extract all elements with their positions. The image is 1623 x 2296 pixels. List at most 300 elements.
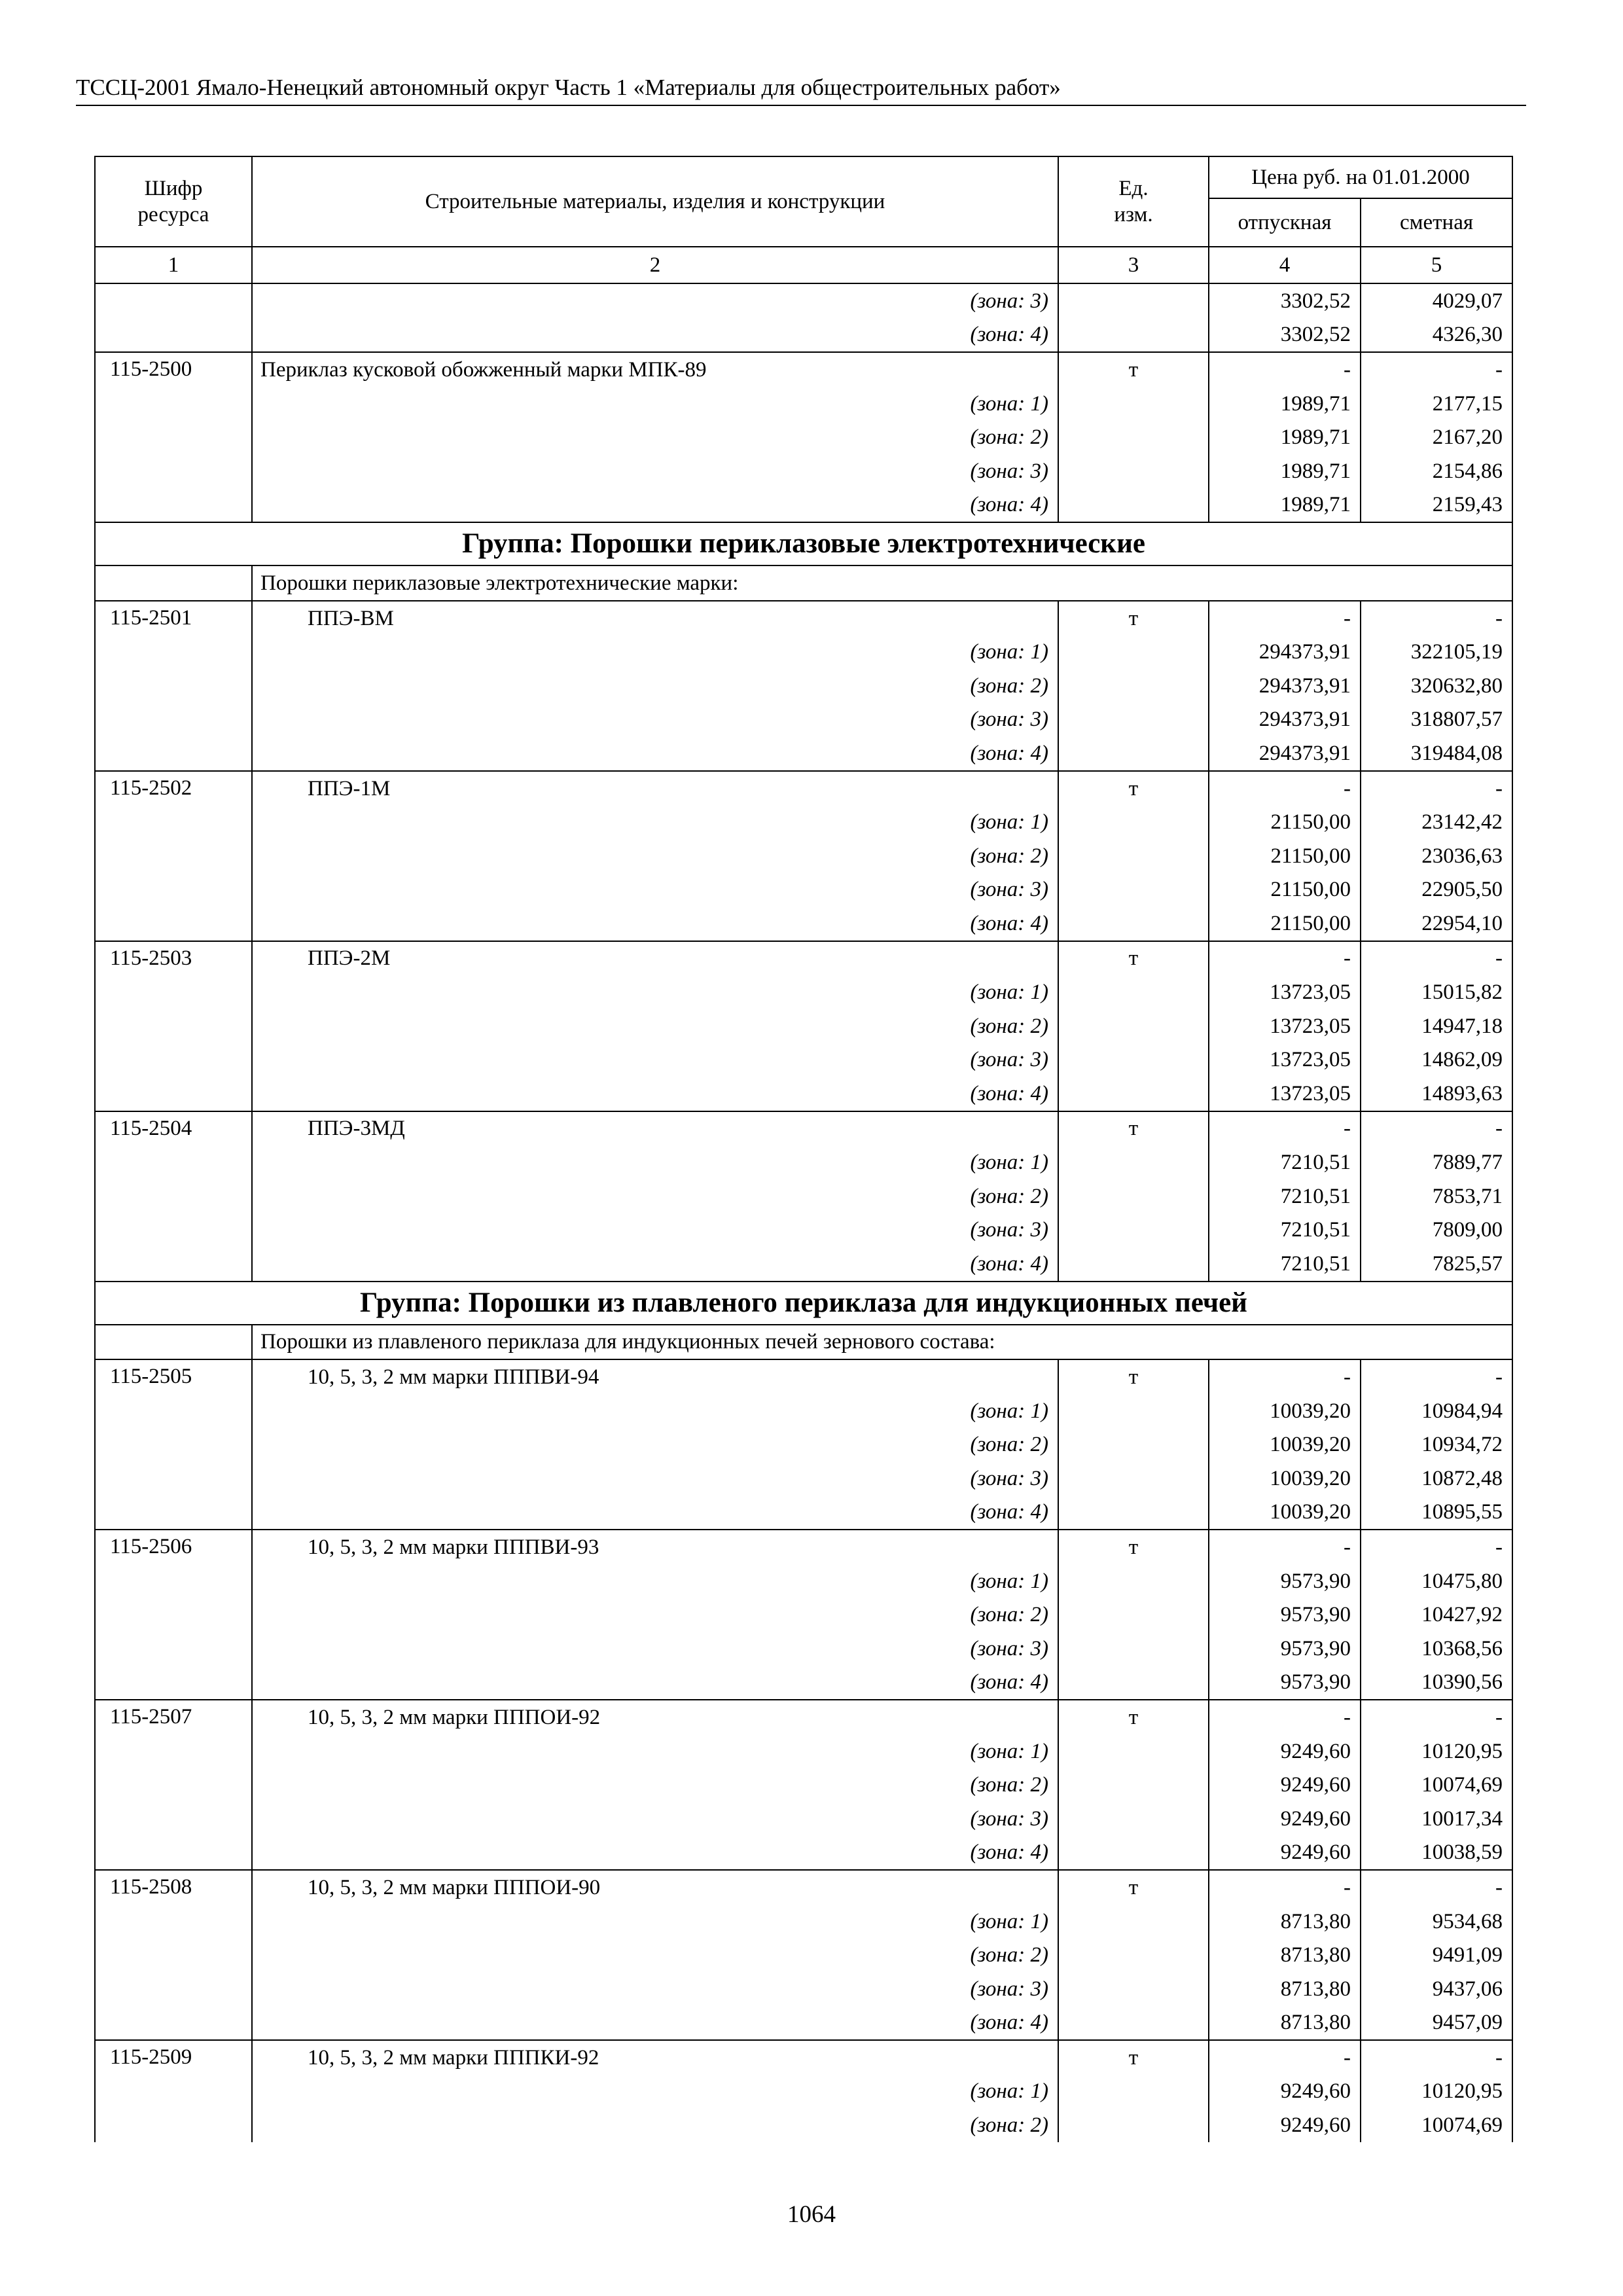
item-row (95, 352, 1512, 387)
zone-label: (зона: 1) (252, 975, 1058, 1009)
unit-cell: т (1058, 1530, 1209, 1564)
resource-code-cell (95, 703, 252, 737)
release-price: - (1209, 2040, 1361, 2075)
release-price: 21150,00 (1209, 906, 1361, 941)
release-price: 8713,80 (1209, 1972, 1361, 2006)
estimate-price: 14862,09 (1361, 1043, 1512, 1077)
unit-cell (1058, 1564, 1209, 1598)
estimate-price: 10038,59 (1361, 1836, 1512, 1871)
resource-code-cell (95, 2075, 252, 2109)
col-header-release: отпускная (1209, 198, 1361, 247)
zone-row (95, 420, 1512, 454)
zone-row (95, 805, 1512, 839)
release-price: 9249,60 (1209, 1734, 1361, 1768)
estimate-price: 2167,20 (1361, 420, 1512, 454)
estimate-price: 23036,63 (1361, 839, 1512, 873)
estimate-price: 22954,10 (1361, 906, 1512, 941)
zone-row (95, 387, 1512, 421)
unit-cell (1058, 1077, 1209, 1111)
zone-row (95, 283, 1512, 318)
estimate-price: - (1361, 941, 1512, 976)
resource-code: 115-2503 (95, 941, 252, 976)
release-price: 3302,52 (1209, 283, 1361, 318)
unit-cell (1058, 420, 1209, 454)
zone-row (95, 1496, 1512, 1530)
resource-code-cell (95, 635, 252, 669)
unit-cell (1058, 1427, 1209, 1462)
zone-label: (зона: 4) (252, 1496, 1058, 1530)
zone-row (95, 1427, 1512, 1462)
estimate-price: 14947,18 (1361, 1009, 1512, 1043)
estimate-price: 22905,50 (1361, 873, 1512, 907)
estimate-price: 10872,48 (1361, 1462, 1512, 1496)
resource-code-cell (95, 1325, 252, 1360)
estimate-price: 10074,69 (1361, 1768, 1512, 1802)
resource-code: 115-2506 (95, 1530, 252, 1564)
zone-label: (зона: 4) (252, 906, 1058, 941)
resource-code-cell (95, 1179, 252, 1213)
col-header-price-group: Цена руб. на 01.01.2000 (1209, 156, 1512, 198)
zone-label: (зона: 2) (252, 1179, 1058, 1213)
estimate-price: 10017,34 (1361, 1802, 1512, 1836)
unit-cell (1058, 1632, 1209, 1666)
estimate-price: 4326,30 (1361, 318, 1512, 353)
release-price: - (1209, 1530, 1361, 1564)
zone-label: (зона: 4) (252, 1247, 1058, 1282)
subtitle-text: Порошки из плавленого периклаза для индукционных печей зернового состава: (252, 1325, 1512, 1360)
estimate-price: - (1361, 771, 1512, 806)
estimate-price: 322105,19 (1361, 635, 1512, 669)
resource-code: 115-2507 (95, 1700, 252, 1734)
unit-cell (1058, 2006, 1209, 2041)
zone-label: (зона: 1) (252, 1145, 1058, 1179)
item-row (95, 2040, 1512, 2075)
unit-cell (1058, 1213, 1209, 1247)
release-price: 9573,90 (1209, 1632, 1361, 1666)
unit-cell (1058, 839, 1209, 873)
col-header-name: Строительные материалы, изделия и конструкции (252, 156, 1058, 247)
release-price: 10039,20 (1209, 1427, 1361, 1462)
unit-cell (1058, 1009, 1209, 1043)
release-price: 7210,51 (1209, 1145, 1361, 1179)
release-price: 9573,90 (1209, 1598, 1361, 1632)
zone-label: (зона: 1) (252, 1905, 1058, 1939)
estimate-price: 9491,09 (1361, 1938, 1512, 1972)
estimate-price: 320632,80 (1361, 669, 1512, 703)
estimate-price: 10368,56 (1361, 1632, 1512, 1666)
zone-row (95, 1009, 1512, 1043)
resource-code: 115-2501 (95, 601, 252, 636)
resource-code-cell (95, 736, 252, 771)
resource-code-cell (95, 1564, 252, 1598)
resource-code-cell (95, 1009, 252, 1043)
zone-row (95, 1632, 1512, 1666)
zone-row (95, 669, 1512, 703)
release-price: 8713,80 (1209, 2006, 1361, 2041)
group-row (95, 522, 1512, 565)
material-name: ППЭ-3МД (252, 1111, 1058, 1146)
estimate-price: 23142,42 (1361, 805, 1512, 839)
release-price: 13723,05 (1209, 975, 1361, 1009)
resource-code-cell (95, 1734, 252, 1768)
release-price: 7210,51 (1209, 1213, 1361, 1247)
unit-cell (1058, 2075, 1209, 2109)
resource-code-cell (95, 1938, 252, 1972)
release-price: 9249,60 (1209, 1836, 1361, 1871)
zone-row (95, 1768, 1512, 1802)
release-price: 21150,00 (1209, 839, 1361, 873)
material-name: 10, 5, 3, 2 мм марки ПППОИ-92 (252, 1700, 1058, 1734)
material-name: 10, 5, 3, 2 мм марки ПППКИ-92 (252, 2040, 1058, 2075)
release-price: 10039,20 (1209, 1462, 1361, 1496)
unit-cell (1058, 488, 1209, 523)
resource-code: 115-2505 (95, 1359, 252, 1394)
estimate-price: - (1361, 1359, 1512, 1394)
item-row (95, 1530, 1512, 1564)
zone-label: (зона: 1) (252, 2075, 1058, 2109)
estimate-price: 9457,09 (1361, 2006, 1512, 2041)
zone-label: (зона: 3) (252, 703, 1058, 737)
estimate-price: 318807,57 (1361, 703, 1512, 737)
zone-label: (зона: 4) (252, 736, 1058, 771)
estimate-price: 10120,95 (1361, 2075, 1512, 2109)
zone-row (95, 1077, 1512, 1111)
release-price: 294373,91 (1209, 669, 1361, 703)
estimate-price: 7825,57 (1361, 1247, 1512, 1282)
unit-cell: т (1058, 1359, 1209, 1394)
unit-cell (1058, 1043, 1209, 1077)
col-header-code: Шифр ресурса (95, 156, 252, 247)
release-price: 21150,00 (1209, 873, 1361, 907)
resource-code-cell (95, 1802, 252, 1836)
unit-cell: т (1058, 1870, 1209, 1905)
estimate-price: 319484,08 (1361, 736, 1512, 771)
zone-label: (зона: 2) (252, 1009, 1058, 1043)
estimate-price: 4029,07 (1361, 283, 1512, 318)
release-price: 9573,90 (1209, 1666, 1361, 1700)
zone-row (95, 488, 1512, 523)
resource-code-cell (95, 1427, 252, 1462)
item-row (95, 941, 1512, 976)
material-name: 10, 5, 3, 2 мм марки ПППВИ-94 (252, 1359, 1058, 1394)
zone-label: (зона: 4) (252, 1077, 1058, 1111)
unit-cell (1058, 1598, 1209, 1632)
material-name: ППЭ-1М (252, 771, 1058, 806)
unit-cell (1058, 2108, 1209, 2142)
release-price: 13723,05 (1209, 1043, 1361, 1077)
subtitle-row (95, 1325, 1512, 1360)
zone-label: (зона: 1) (252, 1394, 1058, 1428)
unit-cell (1058, 1394, 1209, 1428)
resource-code-cell (95, 2006, 252, 2041)
release-price: 21150,00 (1209, 805, 1361, 839)
zone-label: (зона: 3) (252, 1462, 1058, 1496)
unit-cell (1058, 1666, 1209, 1700)
zone-label: (зона: 3) (252, 1043, 1058, 1077)
material-name: 10, 5, 3, 2 мм марки ПППОИ-90 (252, 1870, 1058, 1905)
col-number-4: 4 (1209, 247, 1361, 283)
zone-row (95, 1213, 1512, 1247)
resource-code-cell (95, 669, 252, 703)
resource-code-cell (95, 906, 252, 941)
resource-code-cell (95, 2108, 252, 2142)
unit-cell: т (1058, 941, 1209, 976)
release-price: - (1209, 941, 1361, 976)
unit-cell (1058, 1972, 1209, 2006)
zone-label: (зона: 3) (252, 1972, 1058, 2006)
zone-label: (зона: 4) (252, 1836, 1058, 1871)
resource-code: 115-2509 (95, 2040, 252, 2075)
unit-cell (1058, 283, 1209, 318)
col-header-unit: Ед. изм. (1058, 156, 1209, 247)
resource-code-cell (95, 1462, 252, 1496)
release-price: - (1209, 1359, 1361, 1394)
zone-label: (зона: 2) (252, 1768, 1058, 1802)
estimate-price: 10427,92 (1361, 1598, 1512, 1632)
release-price: 10039,20 (1209, 1394, 1361, 1428)
release-price: 1989,71 (1209, 488, 1361, 523)
resource-code-cell (95, 1077, 252, 1111)
header-rule (76, 105, 1526, 106)
unit-cell (1058, 1496, 1209, 1530)
zone-label: (зона: 1) (252, 635, 1058, 669)
item-row (95, 1870, 1512, 1905)
unit-cell (1058, 1145, 1209, 1179)
estimate-price: - (1361, 2040, 1512, 2075)
unit-cell (1058, 906, 1209, 941)
release-price: 294373,91 (1209, 703, 1361, 737)
release-price: - (1209, 601, 1361, 636)
resource-code-cell (95, 1768, 252, 1802)
zone-row (95, 1394, 1512, 1428)
zone-label: (зона: 3) (252, 454, 1058, 488)
zone-label: (зона: 4) (252, 318, 1058, 353)
resource-code-cell (95, 1213, 252, 1247)
unit-cell: т (1058, 771, 1209, 806)
unit-cell (1058, 975, 1209, 1009)
estimate-price: - (1361, 352, 1512, 387)
unit-cell (1058, 1179, 1209, 1213)
zone-row (95, 635, 1512, 669)
resource-code: 115-2504 (95, 1111, 252, 1146)
material-name: ППЭ-2М (252, 941, 1058, 976)
zone-row (95, 454, 1512, 488)
unit-cell: т (1058, 352, 1209, 387)
unit-cell (1058, 669, 1209, 703)
unit-cell (1058, 1836, 1209, 1871)
resource-code-cell (95, 1632, 252, 1666)
unit-cell (1058, 736, 1209, 771)
release-price: 8713,80 (1209, 1905, 1361, 1939)
estimate-price: 15015,82 (1361, 975, 1512, 1009)
estimate-price: 9437,06 (1361, 1972, 1512, 2006)
zone-label: (зона: 1) (252, 1734, 1058, 1768)
resource-code: 115-2502 (95, 771, 252, 806)
resource-code-cell (95, 488, 252, 523)
zone-row (95, 1462, 1512, 1496)
unit-cell: т (1058, 1111, 1209, 1146)
resource-code-cell (95, 565, 252, 601)
unit-cell (1058, 1905, 1209, 1939)
resource-code-cell (95, 1598, 252, 1632)
estimate-price: 9534,68 (1361, 1905, 1512, 1939)
estimate-price: 10984,94 (1361, 1394, 1512, 1428)
zone-row (95, 2006, 1512, 2041)
page-number: 1064 (787, 2201, 836, 2228)
zone-row (95, 318, 1512, 353)
item-row (95, 601, 1512, 636)
zone-label: (зона: 1) (252, 387, 1058, 421)
zone-row (95, 1836, 1512, 1871)
resource-code-cell (95, 839, 252, 873)
zone-row (95, 703, 1512, 737)
col-number-1: 1 (95, 247, 252, 283)
unit-cell (1058, 318, 1209, 353)
price-table (94, 156, 1513, 2142)
resource-code-cell (95, 1666, 252, 1700)
release-price: 13723,05 (1209, 1077, 1361, 1111)
zone-row (95, 873, 1512, 907)
zone-row (95, 1905, 1512, 1939)
zone-row (95, 1564, 1512, 1598)
estimate-price: 7809,00 (1361, 1213, 1512, 1247)
zone-label: (зона: 2) (252, 1938, 1058, 1972)
zone-row (95, 1666, 1512, 1700)
zone-row (95, 1043, 1512, 1077)
zone-label: (зона: 4) (252, 2006, 1058, 2041)
zone-label: (зона: 3) (252, 283, 1058, 318)
page-header-title: ТССЦ-2001 Ямало-Ненецкий автономный округ Часть 1 «Материалы для общестроительных работ» (76, 75, 1061, 100)
resource-code-cell (95, 975, 252, 1009)
zone-label: (зона: 1) (252, 1564, 1058, 1598)
zone-row (95, 975, 1512, 1009)
unit-cell (1058, 1247, 1209, 1282)
zone-row (95, 839, 1512, 873)
estimate-price: 7889,77 (1361, 1145, 1512, 1179)
zone-row (95, 1179, 1512, 1213)
item-row (95, 1111, 1512, 1146)
estimate-price: 10895,55 (1361, 1496, 1512, 1530)
estimate-price: 10390,56 (1361, 1666, 1512, 1700)
zone-label: (зона: 3) (252, 1213, 1058, 1247)
item-row (95, 1359, 1512, 1394)
group-title: Группа: Порошки периклазовые электротехнические (95, 522, 1512, 565)
zone-label: (зона: 2) (252, 669, 1058, 703)
estimate-price: - (1361, 1111, 1512, 1146)
resource-code-cell (95, 283, 252, 318)
unit-cell (1058, 873, 1209, 907)
zone-row (95, 906, 1512, 941)
zone-row (95, 1938, 1512, 1972)
zone-label: (зона: 3) (252, 1802, 1058, 1836)
estimate-price: - (1361, 601, 1512, 636)
resource-code-cell (95, 1496, 252, 1530)
estimate-price: - (1361, 1700, 1512, 1734)
estimate-price: - (1361, 1530, 1512, 1564)
zone-row (95, 2075, 1512, 2109)
zone-label: (зона: 2) (252, 839, 1058, 873)
estimate-price: 2177,15 (1361, 387, 1512, 421)
unit-cell (1058, 1938, 1209, 1972)
estimate-price: 2159,43 (1361, 488, 1512, 523)
release-price: 9249,60 (1209, 1768, 1361, 1802)
release-price: 294373,91 (1209, 635, 1361, 669)
release-price: 9573,90 (1209, 1564, 1361, 1598)
release-price: 7210,51 (1209, 1247, 1361, 1282)
zone-label: (зона: 4) (252, 488, 1058, 523)
release-price: 13723,05 (1209, 1009, 1361, 1043)
table-body (95, 283, 1512, 2142)
release-price: 7210,51 (1209, 1179, 1361, 1213)
unit-cell: т (1058, 601, 1209, 636)
release-price: 10039,20 (1209, 1496, 1361, 1530)
unit-cell: т (1058, 2040, 1209, 2075)
unit-cell (1058, 387, 1209, 421)
item-row (95, 1700, 1512, 1734)
zone-row (95, 1972, 1512, 2006)
release-price: 9249,60 (1209, 2108, 1361, 2142)
material-name: ППЭ-ВМ (252, 601, 1058, 636)
release-price: 1989,71 (1209, 387, 1361, 421)
unit-cell: т (1058, 1700, 1209, 1734)
resource-code-cell (95, 454, 252, 488)
unit-cell (1058, 1802, 1209, 1836)
col-number-3: 3 (1058, 247, 1209, 283)
zone-row (95, 736, 1512, 771)
material-name: Периклаз кусковой обожженный марки МПК-89 (252, 352, 1058, 387)
unit-cell (1058, 1462, 1209, 1496)
group-row (95, 1282, 1512, 1325)
estimate-price: - (1361, 1870, 1512, 1905)
item-row (95, 771, 1512, 806)
zone-label: (зона: 3) (252, 1632, 1058, 1666)
col-number-5: 5 (1361, 247, 1512, 283)
release-price: - (1209, 1111, 1361, 1146)
resource-code-cell (95, 1836, 252, 1871)
material-name: 10, 5, 3, 2 мм марки ПППВИ-93 (252, 1530, 1058, 1564)
release-price: - (1209, 771, 1361, 806)
zone-row (95, 2108, 1512, 2142)
resource-code-cell (95, 1905, 252, 1939)
estimate-price: 10074,69 (1361, 2108, 1512, 2142)
unit-cell (1058, 635, 1209, 669)
estimate-price: 2154,86 (1361, 454, 1512, 488)
zone-label: (зона: 1) (252, 805, 1058, 839)
zone-row (95, 1247, 1512, 1282)
unit-cell (1058, 703, 1209, 737)
zone-row (95, 1802, 1512, 1836)
zone-row (95, 1598, 1512, 1632)
unit-cell (1058, 1768, 1209, 1802)
unit-cell (1058, 454, 1209, 488)
release-price: 9249,60 (1209, 2075, 1361, 2109)
resource-code: 115-2500 (95, 352, 252, 387)
col-number-2: 2 (252, 247, 1058, 283)
release-price: 1989,71 (1209, 454, 1361, 488)
release-price: 8713,80 (1209, 1938, 1361, 1972)
col-header-estimate: сметная (1361, 198, 1512, 247)
release-price: - (1209, 1870, 1361, 1905)
estimate-price: 14893,63 (1361, 1077, 1512, 1111)
resource-code-cell (95, 420, 252, 454)
subtitle-text: Порошки периклазовые электротехнические марки: (252, 565, 1512, 601)
release-price: 1989,71 (1209, 420, 1361, 454)
resource-code: 115-2508 (95, 1870, 252, 1905)
release-price: 294373,91 (1209, 736, 1361, 771)
release-price: - (1209, 352, 1361, 387)
unit-cell (1058, 805, 1209, 839)
resource-code-cell (95, 387, 252, 421)
